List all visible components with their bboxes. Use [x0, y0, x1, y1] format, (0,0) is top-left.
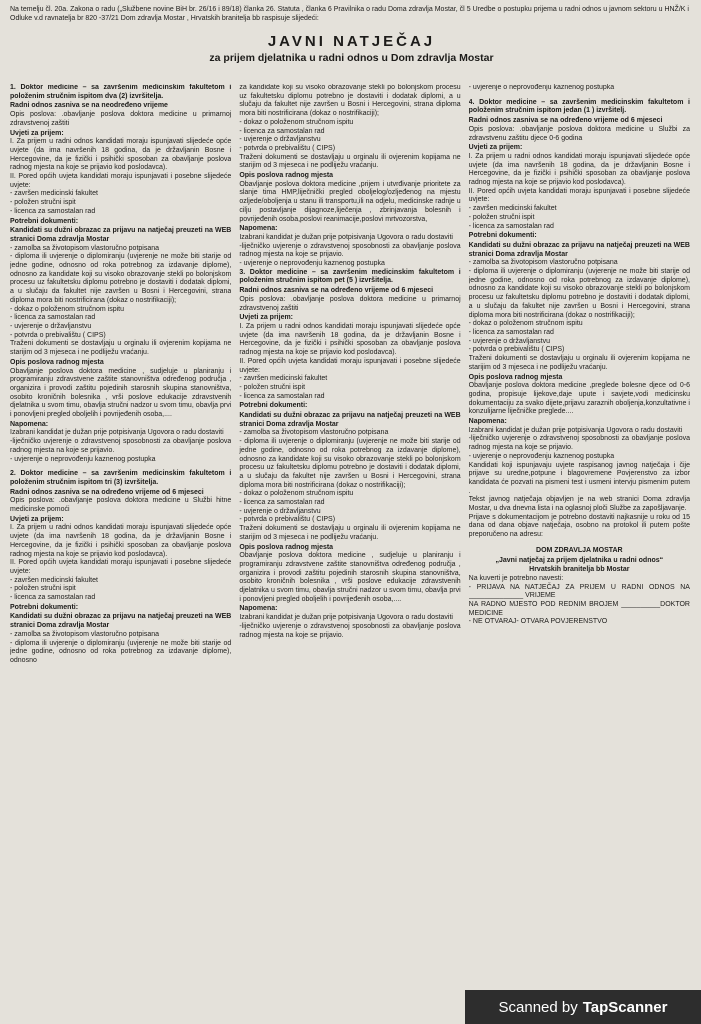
notice-paragraph: Tekst javnog natječaja objavljen je na web stranici Doma zdravlja Mostar, u dva dnevna lista i na oglasnoj ploči Službe za zapošljavanje.	[468, 496, 690, 513]
notice-paragraph: - potvrda o prebivalištu ( CIPS)	[239, 144, 336, 152]
notice-paragraph: Uvjeti za prijem:	[10, 129, 64, 137]
column-middle	[239, 84, 460, 1024]
notice-paragraph: - licenca za samostalan rad	[468, 328, 554, 336]
scan-watermark-prefix: Scanned by	[498, 998, 578, 1016]
scan-watermark	[465, 990, 701, 1024]
notice-paragraph: - položen stručni ispit	[468, 213, 535, 221]
notice-paragraph: Opis poslova: .obavljanje poslova doktora medicine u Službi za zdravstvenu zaštitu djece 0-6 godina	[468, 125, 690, 142]
notice-paragraph: - završen medicinski fakultet	[239, 375, 328, 383]
notice-paragraph: II. Pored općih uvjeta kandidati moraju ispunjavati i posebne slijedeće uvjete:	[10, 173, 232, 189]
notice-paragraph: 1. Doktor medicine – sa završenim medicinskim fakultetom i položenim stručnim ispitom dva (2) izvršitelja.	[10, 84, 232, 100]
notice-paragraph: Traženi dokumenti se dostavljaju u orginalu ili ovjerenim kopijama ne starijim od 3 mjeseca i ne podliježu vraćanju.	[468, 355, 690, 371]
notice-paragraph: - zamolba sa životopisom vlastoručno potpisana	[10, 630, 160, 638]
notice-paragraph: - završen medicinski fakultet	[10, 190, 98, 198]
notice-paragraph: - dokaz o položenom stručnom ispitu	[239, 490, 354, 498]
notice-paragraph: Obavljanje poslova doktora medicine ,prijem i utvrđivanje prioritete za slanje tima HMP,liječnički pregled oboljelog/ozljeđenog na mjestu ozljede/oboljenja u stanu ili transportu,ili na odjelu, medicinske radnje u cilju postavljanje dijagnoze,liječenja , zbrinjavanja bolesnih i povrijeđenih osoba,poslovi reanimacije,poslovi mrtvozorstva,	[239, 180, 461, 223]
notice-paragraph: - zamolba sa životopisom vlastoručno potpisana	[10, 244, 160, 252]
notice-paragraph: -liječničko uvjerenje o zdravstvenoj sposobnosti za obavljanje poslova radnog mjesta na koje se prijavio.	[239, 622, 461, 639]
notice-paragraph: DOM ZDRAVLJA MOSTAR	[536, 546, 623, 554]
notice-subtitle: za prijem djelatnika u radni odnos u Dom zdravlja Mostar	[209, 52, 494, 65]
notice-paragraph: Kandidati koji ispunjavaju uvjete raspisanog javnog natječaja i čije prijave su uredne,potpune i blagovremene Povjerenstvo za izbor kandidata će pozvati na pismeni test i usmeni intervju pismenim putem .	[468, 461, 690, 495]
notice-paragraph: Napomena:	[468, 418, 507, 426]
notice-paragraph: Opis poslova radnog mjesta	[239, 172, 334, 180]
notice-paragraph: - licenca za samostalan rad	[468, 222, 554, 230]
notice-paragraph: - zamolba sa životopisom vlastoručno potpisana	[468, 259, 618, 267]
notice-paragraph: Obavljanje poslova doktora medicine ,preglede bolesne djece od 0-6 godina, propisuje lijekove,daje upute i savjete,vodi medicinsku dokumentaciju za svako dijete,prijavu zaraznih oboljenja,konzultativne i konzulijarne liječničke preglede....	[468, 382, 690, 416]
notice-paragraph: Kandidati su dužni obrazac za prijavu na natječaj preuzeti na WEB stranici Doma zdravlja Mostar	[468, 241, 690, 258]
notice-paragraph: - dokaz o položenom stručnom ispitu	[239, 118, 354, 126]
notice-paragraph: Potrebni dokumenti:	[10, 217, 79, 225]
notice-paragraph: - položen stručni ispit	[10, 199, 76, 207]
notice-paragraph: Izabrani kandidat je dužan prije potpisivanja Ugovora o radu dostaviti	[239, 233, 453, 241]
notice-paragraph: Napomena:	[10, 420, 49, 428]
notice-paragraph: Kandidati su dužni obrazac za prijavu na natječaj preuzeti na WEB stranici Doma zdravlja Mostar	[10, 227, 232, 243]
notice-paragraph: - diploma ili uvjerenje o diplomiranju (uvjerenje ne može biti starije od jedne godine, odnosno od roka potrebnog za izdavanje diplome), odnosno za kandidate koji su visoko obrazovanje stekli po bolonjskom procesu uz fakultetsku diplomu potrebno je dostaviti i dodatak diplomi, a u slučaju da fakultet nije završen u Bosni i Hercegovini, strana diploma mora biti nostrificirana (dokaz o nostrifikaciji);	[468, 268, 690, 319]
notice-paragraph: - potvrda o prebivalištu ( CIPS)	[468, 346, 565, 354]
notice-paragraph: Obavljanje poslova doktora medicine , sudjeluje u planiranju i programiranju zdravstvene zaštite stanovništva određenog područja , organizira i provodi zaštitu pojedinih starosnih skupina stanovništva, osobito kroničnih bolesnika , vrši poslove edukacije zdravstvenih djelatnika u svom timu, obavlja stručni nadzor u svom timu, obavlja prvi i ponovljeni pregled oboljelih i povrijeđenih osoba,....	[239, 552, 461, 603]
notice-paragraph: - licenca za samostalan rad	[239, 127, 325, 135]
notice-paragraph: -liječničko uvjerenje o zdravstvenoj sposobnosti za obavljanje poslova radnog mjesta na koje se prijavio.	[468, 435, 690, 452]
notice-paragraph: Opis poslova: .obavljanje poslova doktora medicine u Službi hitne medicinske pomoći	[10, 497, 232, 514]
notice-paragraph: Traženi dokumenti se dostavljaju u orginalu ili ovjerenim kopijama ne starijim od 3 mjeseca i ne podliježu vraćanju.	[239, 525, 461, 541]
notice-paragraph: za kandidate koji su visoko obrazovanje stekli po bolonjskom procesu uz fakultetsku diplomu potrebno je dostaviti i dodatak diplomi, a u slučaju da fakultet nije završen u Bosni i Hercegovini, strana diploma mora biti nostrificirana (dokaz o nostrifikaciji);	[239, 84, 461, 118]
notice-paragraph: - uvjerenje o neprovođenju kaznenog postupka	[10, 455, 156, 463]
notice-paragraph: Opis poslova: .obavljanje poslova doktora medicine u primarnoj zdravstvenoj zaštiti	[239, 295, 461, 312]
notice-paragraph: Uvjeti za prijem:	[239, 314, 294, 322]
intro-paragraph: Na temelju čl. 20a. Zakona o radu („Službene novine BiH br. 26/16 i 89/18) članka 26. Statuta , članka 6 Pravilnika o radu Doma zdravlja Mostar, čl 5 Uredbe o postupku prijema u radni odnos u javnom sektoru u HNŽ/K i Odluke v.d ravnatelja br 820 -37/21 Dom zdravlja Mostar , Hrvatskih branitelja bb raspisuje slijedeći:	[10, 6, 689, 22]
notice-paragraph: - NE OTVARAJ- OTVARA POVJERENSTVO	[468, 618, 608, 626]
notice-paragraph: Prijave s dokumentacijom je potrebno dostaviti najkasnije u roku od 15 dana od dana objave natječaja, osobno na protokol ili putem pošte preporučeno na adresu:	[468, 513, 690, 539]
notice-paragraph: Kandidati su dužni obrazac za prijavu na natječaj preuzeti na WEB stranici Doma zdravlja Mostar	[10, 613, 232, 630]
notice-paragraph: 4. Doktor medicine – sa završenim medicinskim fakultetom i položenim stručnim ispitom jedan (1 ) izvršitelj.	[468, 98, 690, 115]
notice-paragraph: - uvjerenje o državljanstvu	[10, 322, 92, 330]
notice-paragraph: I. Za prijem u radni odnos kandidati moraju ispunjavati slijedeće opće uvjete (da ima navršenih 18 godina, da je državljanin Bosne i Hercegovine, da je fizički i psihički sposoban za obavljanje poslova radnog mjesta na koje se prijavio kod poslodavca).	[10, 524, 232, 558]
notice-paragraph: - uvjerenje o državljanstvu	[239, 507, 321, 515]
notice-paragraph: Napomena:	[239, 225, 278, 233]
notice-columns	[10, 84, 690, 1024]
notice-paragraph: I. Za prijem u radni odnos kandidati moraju ispunjavati slijedeće opće uvjete (da ima navršenih 18 godina, da je državljanin Bosne i Hercegovine, da je fizički i psihički sposoban za obavljanje poslova radnog mjesta na koje se prijavio kod poslodavca).	[10, 138, 232, 172]
notice-title: JAVNI NATJEČAJ	[267, 33, 436, 51]
notice-paragraph: Hrvatskih branitelja bb Mostar	[529, 566, 630, 574]
notice-paragraph: Radni odnos zasniva se na određeno vrijeme od 6 mjeseci	[239, 287, 434, 295]
notice-paragraph: Obavljanje poslova doktora medicine , sudjeluje u planiranju i programiranju zdravstvene zaštite stanovništva određenog područja , organizira i provodi zaštitu pojedinih starosnih skupina stanovništva, osobito kroničnih bolesnika , vrši poslove edukacije zdravstvenih djelatnika u svom timu, obavlja stručni nadzor u svom timu, obavlja prvi i ponovljeni pregled oboljelih i povrijeđenih osoba,....	[10, 367, 232, 419]
notice-paragraph: Radni odnos zasniva se na određeno vrijeme od 6 mjeseci	[10, 488, 204, 496]
notice-paragraph: 3. Doktor medicine – sa završenim medicinskim fakultetom i položenim stručnim ispitom pet (5 ) izvršitelja.	[239, 268, 461, 285]
notice-paragraph: Potrebni dokumenti:	[468, 232, 537, 240]
notice-paragraph: - položen stručni ispit	[10, 585, 76, 593]
notice-paragraph: - potvrda o prebivalištu ( CIPS)	[10, 331, 106, 339]
notice-paragraph: - licenca za samostalan rad	[10, 314, 96, 322]
notice-paragraph: Opis poslova radnog mjesta	[239, 543, 334, 551]
notice-paragraph: - dokaz o položenom stručnom ispitu	[468, 320, 583, 328]
notice-paragraph: - diploma ili uvjerenje o diplomiranju (uvjerenje ne može biti starije od jedne godine, odnosno od roka potrebnog za izdavanje diplome), odnosno za kandidate koji su visoko obrazovanje stekli po bolonjskom procesu uz fakultetsku diplomu potrebno je dostaviti i dodatak diplomi, a u slučaju da fakultet nije završen u Bosni i Hercegovini, strana diploma mora biti nostrificirana (dokaz o nostrifikaciji);	[239, 438, 461, 489]
notice-paragraph: Traženi dokumenti se dostavljaju u orginalu ili ovjerenim kopijama ne starijim od 3 mjeseca i ne podliježu vraćanju.	[10, 340, 232, 357]
column-left	[10, 84, 231, 1024]
notice-paragraph: - licenca za samostalan rad	[239, 499, 325, 507]
notice-paragraph: Izabrani kandidat je dužan prije potpisivanja Ugovora o radu dostaviti	[468, 426, 683, 434]
notice-paragraph: Radni odnos zasniva se na neodređeno vrijeme	[10, 102, 168, 110]
scan-watermark-brand: TapScanner	[582, 998, 668, 1016]
notice-paragraph: - PRIJAVA NA NATJEČAJ ZA PRIJEM U RADNI ODNOS NA ______________ VRIJEME	[468, 583, 690, 600]
notice-paragraph: Opis poslova radnog mjesta	[468, 373, 563, 381]
notice-paragraph: Uvjeti za prijem:	[468, 144, 523, 152]
notice-paragraph: Radni odnos zasniva se na određeno vrijeme od 6 mjeseci	[468, 117, 663, 125]
notice-paragraph: Opis poslova radnog mjesta	[10, 358, 104, 366]
notice-paragraph: Izabrani kandidat je dužan prije potpisivanja Ugovora o radu dostaviti	[239, 614, 453, 622]
notice-paragraph: Uvjeti za prijem:	[10, 515, 64, 523]
notice-paragraph: „Javni natječaj za prijem djelatnika u radni odnos“	[495, 556, 664, 564]
notice-paragraph: - položen stručni ispit	[239, 383, 306, 391]
notice-paragraph: I. Za prijem u radni odnos kandidati moraju ispunjavati slijedeće opće uvjete (da ima navršenih 18 godina, da je državljanin Bosne i Hercegovine, da je fizički i psihički sposoban za obavljanje poslova radnog mjesta na koje se prijavio kod poslodavca).	[468, 152, 690, 187]
notice-paragraph: - uvjerenje o državljanstvu	[468, 337, 550, 345]
notice-paragraph: - završen medicinski fakultet	[10, 576, 98, 584]
notice-paragraph: II. Pored općih uvjeta kandidati moraju ispunjavati i posebne slijedeće uvjete:	[468, 187, 690, 204]
notice-paragraph	[469, 540, 690, 546]
notice-paragraph: - uvjerenje o neprovođenju kaznenog postupka	[239, 260, 385, 268]
notice-paragraph: - licenca za samostalan rad	[10, 594, 96, 602]
notice-paragraph: Kandidati su dužni obrazac za prijavu na natječaj preuzeti na WEB stranici Doma zdravlja Mostar	[239, 412, 461, 428]
notice-paragraph: 2. Doktor medicine – sa završenim medicinskim fakultetom i položenim stručnim ispitom tri (3) izvršitelja.	[10, 470, 232, 486]
notice-paragraph: - uvjerenje o neprovođenju kaznenog postupka	[468, 84, 615, 91]
notice-paragraph: II. Pored općih uvjeta kandidati moraju ispunjavati i posebne slijedeće uvjete:	[10, 559, 232, 575]
notice-paragraph: - diploma ili uvjerenje o diplomiranju (uvjerenje ne može biti starije od jedne godine, odnosno od roka potrebnog za izdavanje diplome), odnosno	[10, 639, 232, 664]
notice-paragraph: - licenca za samostalan rad	[10, 207, 96, 215]
notice-paragraph: - potvrda o prebivalištu ( CIPS)	[239, 516, 336, 524]
notice-paragraph: - diploma ili uvjerenje o diplomiranju (uvjerenje ne može biti starije od jedne godine, odnosno od roka potrebnog za izdavanje diplome), odnosno za kandidate koji su visoko obrazovanje stekli po bolonjskom procesu uz fakultetsku diplomu potrebno je dostaviti i dodatak diplomi, a u slučaju da fakultet nije završen u Bosni i Hercegovini, strana diploma mora biti nostrificirana (dokaz o nostrifikaciji);	[10, 253, 232, 304]
notice-paragraph: - završen medicinski fakultet	[468, 205, 557, 213]
notice-paragraph: - uvjerenje o neprovođenju kaznenog postupka	[468, 452, 615, 460]
notice-paragraph: Na kuverti je potrebno navesti:	[468, 574, 564, 582]
column-right	[469, 84, 690, 1024]
notice-paragraph: I. Za prijem u radni odnos kandidati moraju ispunjavati slijedeće opće uvjete (da ima navršenih 18 godina, da je državljanin Bosne i Hercegovine, da je fizički i psihički sposoban za obavljanje poslova radnog mjesta na koje se prijavio kod poslodavca).	[239, 322, 461, 357]
notice-paragraph: - licenca za samostalan rad	[239, 392, 325, 400]
notice-paragraph: Potrebni dokumenti:	[10, 603, 79, 611]
notice-paragraph: - zamolba sa životopisom vlastoručno potpisana	[239, 429, 389, 437]
notice-paragraph: II. Pored općih uvjeta kandidati moraju ispunjavati i posebne slijedeće uvjete:	[239, 357, 461, 374]
notice-paragraph: Potrebni dokumenti:	[239, 402, 308, 410]
notice-paragraph: Izabrani kandidat je dužan prije potpisivanja Ugovora o radu dostaviti	[10, 429, 224, 437]
notice-paragraph: NA RADNO MJESTO POD REDNIM BROJEM __________DOKTOR MEDICINE	[468, 601, 690, 617]
notice-paragraph: - uvjerenje o državljanstvu	[239, 136, 321, 144]
notice-paragraph: - dokaz o položenom stručnom ispitu	[10, 305, 124, 313]
notice-paragraph: Napomena:	[239, 605, 278, 613]
notice-paragraph: Traženi dokumenti se dostavljaju u orginalu ili ovjerenim kopijama ne starijim od 3 mjeseca i ne podliježu vraćanju.	[239, 153, 461, 170]
notice-paragraph: -liječničko uvjerenje o zdravstvenoj sposobnosti za obavljanje poslova radnog mjesta na koje se prijavio.	[10, 438, 232, 454]
notice-paragraph: Opis poslova: .obavljanje poslova doktora medicine u primarnoj zdravstvenoj zaštiti	[10, 111, 232, 127]
notice-paragraph: -liječničko uvjerenje o zdravstvenoj sposobnosti za obavljanje poslova radnog mjesta na koje se prijavio.	[239, 242, 461, 259]
